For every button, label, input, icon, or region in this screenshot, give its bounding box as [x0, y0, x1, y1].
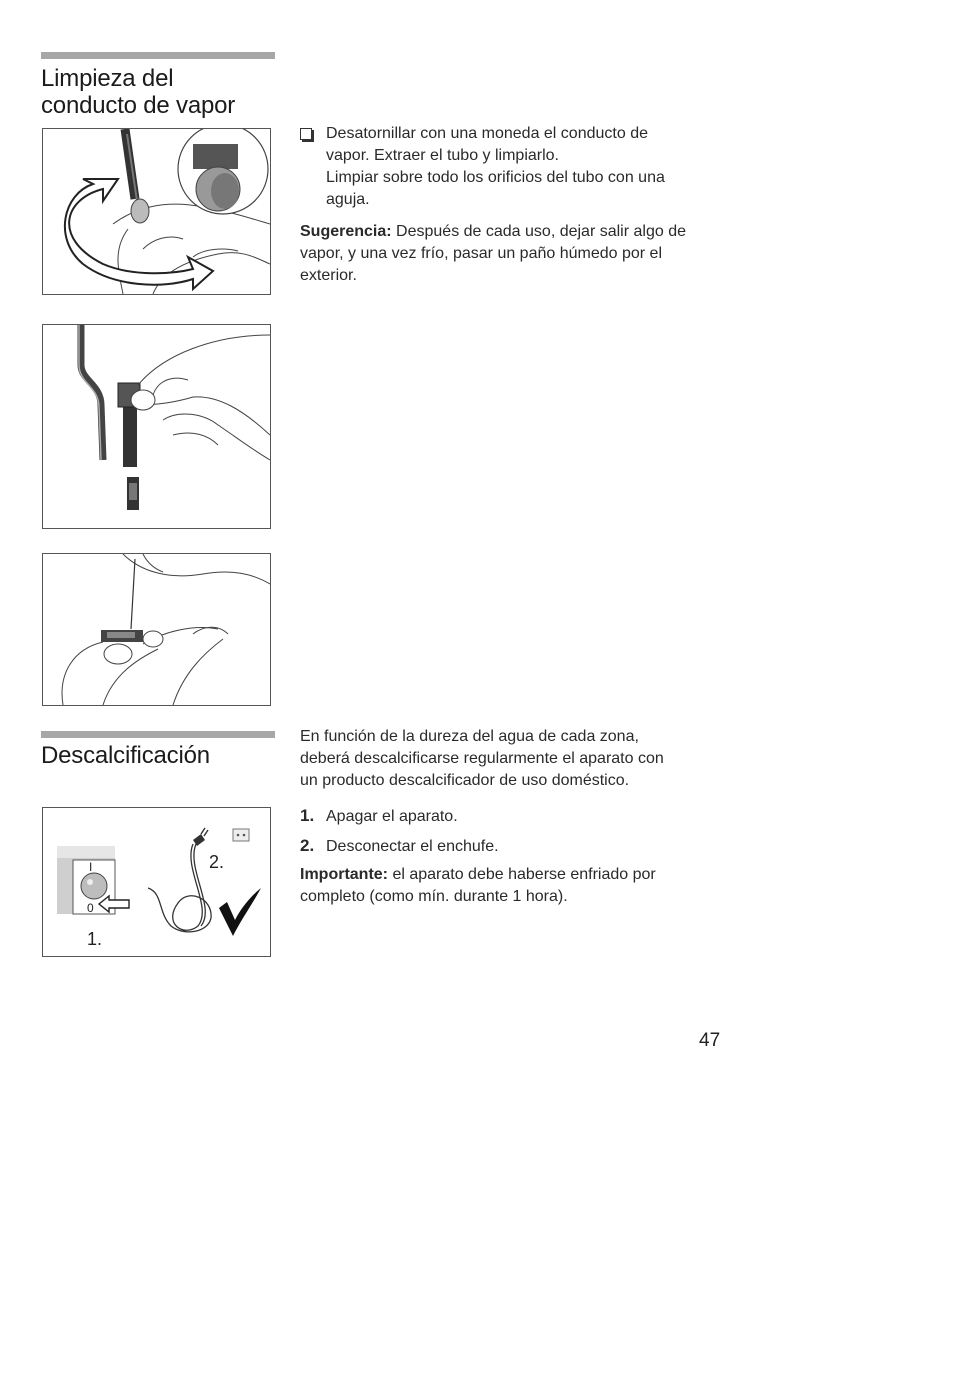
instruction-line: Limpiar sobre todo los orificios del tubo con una — [326, 169, 665, 186]
tip-label: Sugerencia: — [300, 223, 392, 240]
tip-line: vapor, y una vez frío, pasar un paño húmedo por el — [300, 245, 663, 262]
intro-line: un producto descalcificador de uso doméstico. — [300, 772, 630, 789]
page-number: 47 — [699, 1030, 721, 1051]
instruction-line: Desatornillar con una moneda el conducto de — [326, 125, 648, 142]
tip-line: Después de cada uso, dejar salir algo de — [391, 223, 686, 240]
step-item-1 — [300, 805, 730, 828]
title-line-1: Limpieza del — [41, 65, 174, 92]
intro-line: En función de la dureza del agua de cada zona, — [300, 728, 639, 745]
needle-illustration — [43, 554, 270, 705]
step-text: Desconectar el enchufe. — [326, 838, 499, 855]
instruction-line: aguja. — [326, 191, 370, 208]
remove-tube-illustration — [43, 325, 270, 528]
switch-on-label: I — [89, 860, 93, 874]
unscrew-illustration — [43, 129, 270, 294]
figure-descaling-steps — [42, 807, 271, 957]
figure-remove-tube — [42, 324, 271, 529]
descaling-intro — [300, 726, 730, 792]
tip-block — [300, 221, 730, 287]
step-2-label: 2. — [209, 852, 225, 872]
section-rule-descalcificacion — [41, 731, 275, 738]
instruction-block — [300, 123, 730, 211]
important-label: Importante: — [300, 866, 388, 883]
step-text: Apagar el aparato. — [326, 808, 458, 825]
title-line-2: conducto de vapor — [41, 92, 236, 119]
important-note — [300, 864, 730, 908]
instruction-line: vapor. Extraer el tubo y limpiarlo. — [326, 147, 559, 164]
section-rule-top — [41, 52, 275, 59]
section-title-descalcificacion: Descalcificación — [41, 742, 210, 769]
descaling-illustration — [43, 808, 270, 956]
instruction-item — [300, 123, 730, 211]
tip-line: exterior. — [300, 267, 357, 284]
check-mark-icon — [219, 888, 261, 936]
intro-line: deberá descalcificarse regularmente el aparato con — [300, 750, 664, 767]
section-title-limpieza — [41, 65, 281, 119]
step-number: 1. — [300, 806, 315, 825]
figure-clean-with-needle — [42, 553, 271, 706]
step-1-label: 1. — [87, 929, 103, 949]
switch-off-label: 0 — [87, 901, 94, 915]
figure-unscrew-steam-pipe — [42, 128, 271, 295]
step-number: 2. — [300, 836, 315, 855]
step-item-2 — [300, 835, 730, 858]
checkbox-bullet-icon — [300, 128, 312, 140]
important-line: el aparato debe haberse enfriado por — [388, 866, 656, 883]
important-line: completo (como mín. durante 1 hora). — [300, 888, 568, 905]
power-plug-icon — [148, 828, 211, 932]
